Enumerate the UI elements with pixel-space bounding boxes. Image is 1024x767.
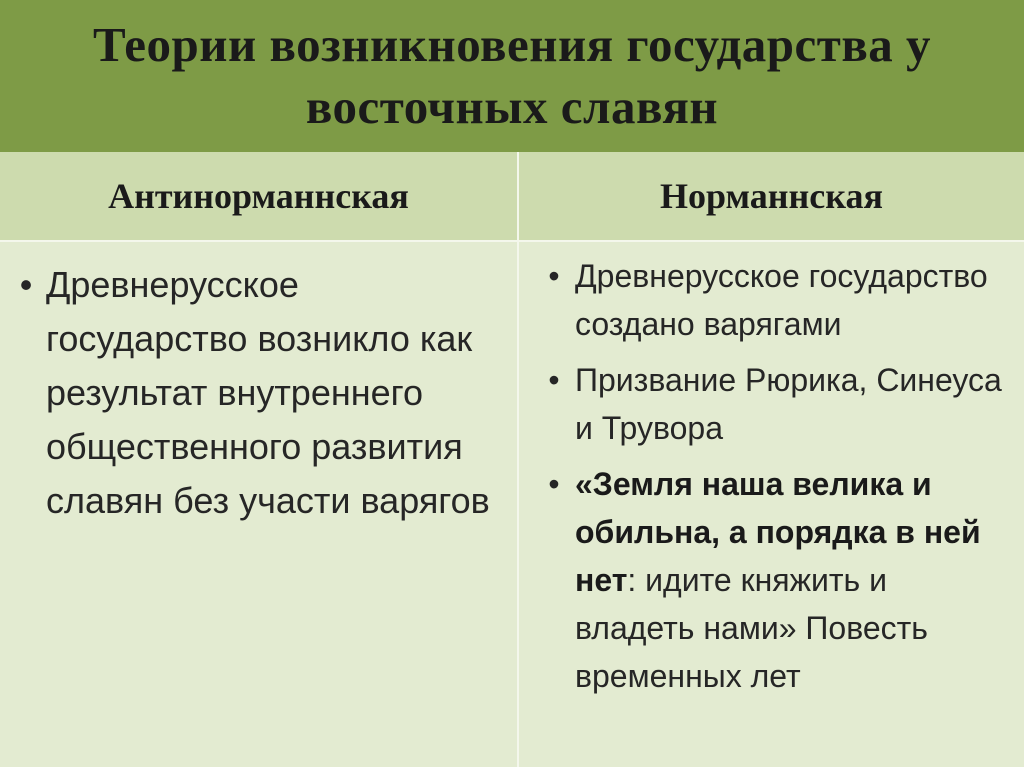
antinorman-column bbox=[0, 152, 519, 767]
quote-bold-text: «Земля наша велика и обильна, а порядка в ней нет bbox=[575, 466, 981, 598]
antinorman-header: Антинорманнская bbox=[0, 152, 517, 242]
list-item-text: Древнерусское государство возникло как результат внутреннего общественного развития славян без участи варягов bbox=[46, 264, 490, 521]
slide-title: Теории возникновения государства у восточных славян bbox=[92, 17, 932, 134]
norman-list bbox=[533, 252, 1006, 700]
title-bar bbox=[0, 0, 1024, 152]
quote-rest-text: : идите княжить и владеть нами» Повесть временных лет bbox=[575, 562, 928, 694]
norman-body bbox=[519, 242, 1024, 767]
bullet-icon: • bbox=[548, 362, 560, 398]
bullet-icon: • bbox=[19, 264, 33, 305]
list-item-text: Древнерусское государство создано варягами bbox=[575, 258, 988, 342]
list-item-quote bbox=[533, 460, 1006, 700]
list-item bbox=[533, 356, 1006, 452]
bullet-icon: • bbox=[548, 466, 560, 502]
norman-header: Норманнская bbox=[519, 152, 1024, 242]
bullet-icon: • bbox=[548, 258, 560, 294]
antinorman-list bbox=[6, 258, 497, 528]
antinorman-body bbox=[0, 242, 517, 767]
list-item-text: Призвание Рюрика, Синеуса и Трувора bbox=[575, 362, 1002, 446]
quote-text bbox=[575, 460, 1006, 700]
comparison-table bbox=[0, 152, 1024, 767]
list-item bbox=[6, 258, 497, 528]
norman-column bbox=[519, 152, 1024, 767]
list-item bbox=[533, 252, 1006, 348]
